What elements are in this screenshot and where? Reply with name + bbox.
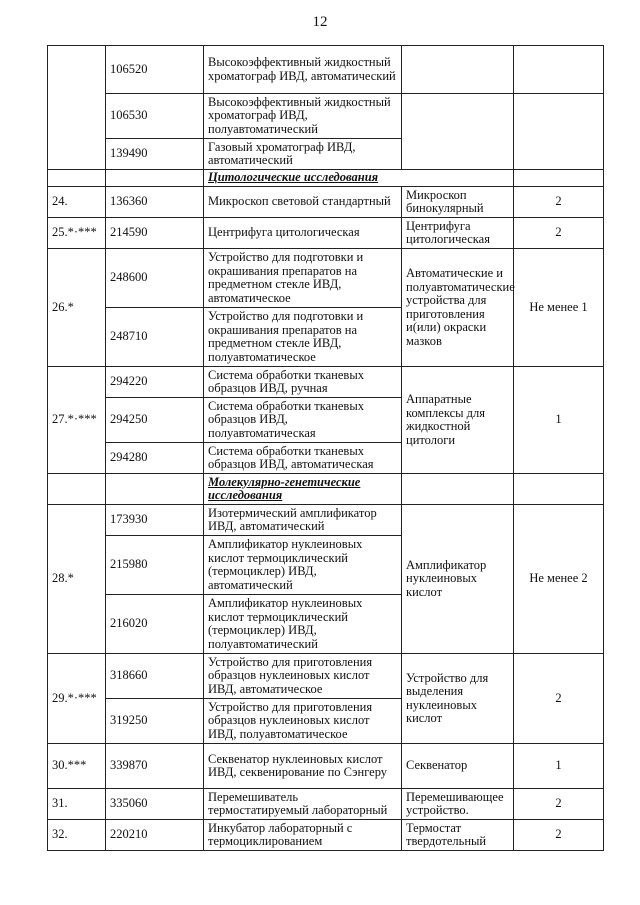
num-cell: 27.*·*** (48, 367, 106, 474)
code-cell: 106530 (106, 94, 204, 139)
code-cell: 294220 (106, 367, 204, 398)
code-cell: 173930 (106, 505, 204, 536)
blank-cell (48, 170, 106, 187)
name-cell: Высокоэффективный жидкостный хроматограф ИВД, полуавтоматический (204, 94, 402, 139)
num-cell: 32. (48, 820, 106, 851)
blank-cell (514, 170, 604, 187)
table-row (48, 789, 604, 820)
group-cell: Автоматические и полуавтоматические устройства для приготовления и(или) окраски мазков (402, 249, 514, 367)
name-cell: Устройство для подготовки и окрашивания препаратов на предметном стекле ИВД, автоматическое (204, 249, 402, 308)
table-row (48, 249, 604, 308)
num-cell: 31. (48, 789, 106, 820)
num-cell (48, 46, 106, 170)
qty-cell (514, 46, 604, 94)
qty-cell: 1 (514, 744, 604, 789)
code-cell: 318660 (106, 654, 204, 699)
blank-cell (514, 474, 604, 505)
code-cell: 248600 (106, 249, 204, 308)
table-row (48, 218, 604, 249)
name-cell: Устройство для приготовления образцов нуклеиновых кислот ИВД, автоматическое (204, 654, 402, 699)
name-cell: Перемешиватель термостатируемый лабораторный (204, 789, 402, 820)
name-cell: Инкубатор лабораторный с термоциклированием (204, 820, 402, 851)
code-cell: 220210 (106, 820, 204, 851)
name-cell: Микроскоп световой стандартный (204, 187, 402, 218)
name-cell: Устройство для приготовления образцов нуклеиновых кислот ИВД, полуавтоматическое (204, 699, 402, 744)
blank-cell (48, 474, 106, 505)
page-number: 12 (312, 14, 328, 30)
code-cell: 335060 (106, 789, 204, 820)
code-cell: 139490 (106, 139, 204, 170)
qty-cell: 2 (514, 654, 604, 744)
qty-cell: Не менее 1 (514, 249, 604, 367)
qty-cell (514, 94, 604, 170)
name-cell: Устройство для подготовки и окрашивания препаратов на предметном стекле ИВД, полуавтоматическое (204, 308, 402, 367)
equipment-table (47, 45, 604, 851)
qty-cell: 2 (514, 218, 604, 249)
table-row (48, 744, 604, 789)
group-cell: Термостат твердотельный (402, 820, 514, 851)
code-cell: 215980 (106, 536, 204, 595)
group-cell (402, 94, 514, 170)
group-cell: Устройство для выделения нуклеиновых кислот (402, 654, 514, 744)
num-cell: 29.*·*** (48, 654, 106, 744)
name-cell: Высокоэффективный жидкостный хроматограф ИВД, автоматический (204, 46, 402, 94)
section-row (48, 170, 604, 187)
num-cell: 28.* (48, 505, 106, 654)
group-cell: Перемешивающее устройство. (402, 789, 514, 820)
name-cell: Изотермический амплификатор ИВД, автоматический (204, 505, 402, 536)
name-cell: Газовый хроматограф ИВД, автоматический (204, 139, 402, 170)
name-cell: Центрифуга цитологическая (204, 218, 402, 249)
group-cell (402, 46, 514, 94)
table-row (48, 820, 604, 851)
num-cell: 26.* (48, 249, 106, 367)
blank-cell (106, 170, 204, 187)
group-cell: Центрифуга цитологическая (402, 218, 514, 249)
name-cell: Система обработки тканевых образцов ИВД, полуавтоматическая (204, 398, 402, 443)
name-cell: Секвенатор нуклеиновых кислот ИВД, секвенирование по Сэнгеру (204, 744, 402, 789)
code-cell: 216020 (106, 595, 204, 654)
group-cell: Аппаратные комплексы для жидкостной цитологи (402, 367, 514, 474)
table-row (48, 187, 604, 218)
blank-cell (402, 474, 514, 505)
name-cell: Система обработки тканевых образцов ИВД, ручная (204, 367, 402, 398)
qty-cell: Не менее 2 (514, 505, 604, 654)
num-cell: 24. (48, 187, 106, 218)
table-row (48, 505, 604, 536)
blank-cell (106, 474, 204, 505)
num-cell: 25.*·*** (48, 218, 106, 249)
table-row (48, 94, 604, 139)
qty-cell: 1 (514, 367, 604, 474)
code-cell: 214590 (106, 218, 204, 249)
code-cell: 294280 (106, 443, 204, 474)
code-cell: 339870 (106, 744, 204, 789)
table-row (48, 654, 604, 699)
section-title: Молекулярно-генетические исследования (204, 474, 402, 505)
group-cell: Амплификатор нуклеиновых кислот (402, 505, 514, 654)
num-cell: 30.*** (48, 744, 106, 789)
name-cell: Амплификатор нуклеиновых кислот термоциклический (термоциклер) ИВД, автоматический (204, 536, 402, 595)
qty-cell: 2 (514, 789, 604, 820)
section-title: Цитологические исследования (204, 170, 514, 187)
table-row (48, 367, 604, 398)
name-cell: Амплификатор нуклеиновых кислот термоциклический (термоциклер) ИВД, полуавтоматический (204, 595, 402, 654)
code-cell: 294250 (106, 398, 204, 443)
name-cell: Система обработки тканевых образцов ИВД, автоматическая (204, 443, 402, 474)
code-cell: 319250 (106, 699, 204, 744)
group-cell: Секвенатор (402, 744, 514, 789)
code-cell: 248710 (106, 308, 204, 367)
qty-cell: 2 (514, 820, 604, 851)
group-cell: Микроскоп бинокулярный (402, 187, 514, 218)
qty-cell: 2 (514, 187, 604, 218)
section-row (48, 474, 604, 505)
code-cell: 136360 (106, 187, 204, 218)
table-row (48, 46, 604, 94)
code-cell: 106520 (106, 46, 204, 94)
